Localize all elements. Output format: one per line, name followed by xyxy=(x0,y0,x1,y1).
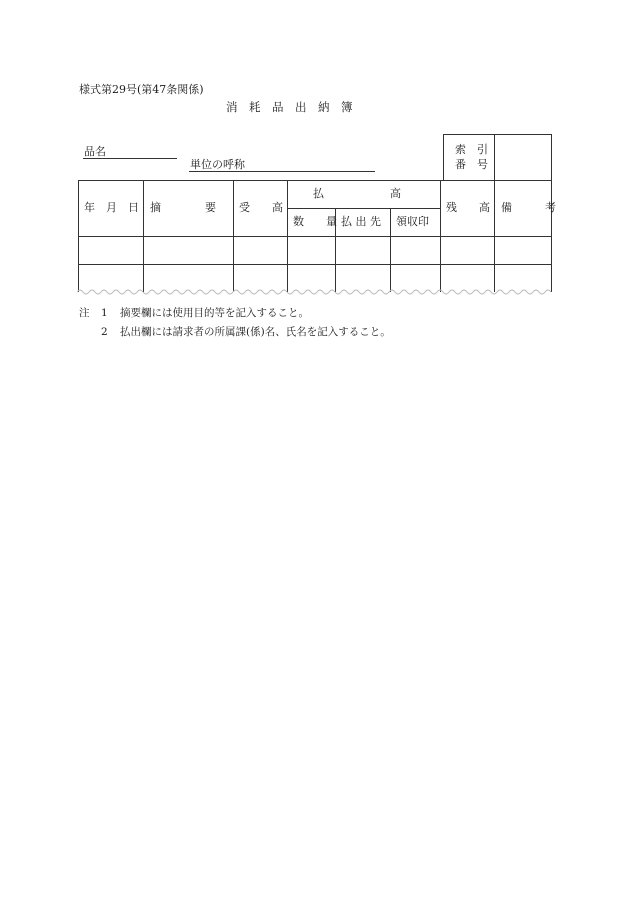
note-2-text: 払出欄には請求者の所属課(係)名、氏名を記入すること。 xyxy=(120,326,391,338)
table-col-line-6 xyxy=(440,180,441,292)
header-paid: 払 高 xyxy=(313,187,401,200)
table-row-line xyxy=(78,264,551,265)
item-name-underline xyxy=(83,158,177,159)
table-col-line-2 xyxy=(233,180,234,292)
header-quantity: 数 量 xyxy=(293,215,337,228)
note-1-text: 摘要欄には使用目的等を記入すること。 xyxy=(120,307,309,319)
note-1-number: 1 xyxy=(101,307,108,319)
unit-label: 単位の呼称 xyxy=(190,158,245,171)
index-box-divider xyxy=(494,134,495,180)
table-col-line-5 xyxy=(390,208,391,292)
table-col-line-1 xyxy=(143,180,144,292)
notes-label: 注 xyxy=(79,307,90,319)
index-box-right xyxy=(551,134,552,180)
item-name-label: 品名 xyxy=(84,145,106,158)
header-balance: 残 高 xyxy=(446,201,490,214)
header-summary: 摘 要 xyxy=(150,201,216,214)
table-col-line-7 xyxy=(494,180,495,292)
table-left-border xyxy=(78,180,79,292)
index-box-top xyxy=(443,134,551,135)
table-header-bottom xyxy=(78,236,551,237)
form-title: 消 耗 品 出 納 簿 xyxy=(226,100,353,114)
table-cutoff-wave xyxy=(77,287,553,297)
table-subheader-line xyxy=(287,208,440,209)
index-label-line1: 索 引 xyxy=(455,143,488,156)
header-date: 年 月 日 xyxy=(84,201,139,214)
header-received: 受 高 xyxy=(239,201,283,214)
table-right-border xyxy=(551,180,552,292)
index-label-line2: 番 号 xyxy=(455,158,488,171)
table-top-border xyxy=(78,180,551,181)
unit-underline xyxy=(189,171,375,172)
note-2-number: 2 xyxy=(101,326,108,338)
header-seal: 領収印 xyxy=(396,215,429,228)
table-col-line-3 xyxy=(287,180,288,292)
header-remarks: 備 考 xyxy=(501,201,556,214)
index-box-left xyxy=(443,134,444,180)
form-number: 様式第29号(第47条関係) xyxy=(79,83,204,96)
header-destination: 払 出 先 xyxy=(341,215,381,228)
